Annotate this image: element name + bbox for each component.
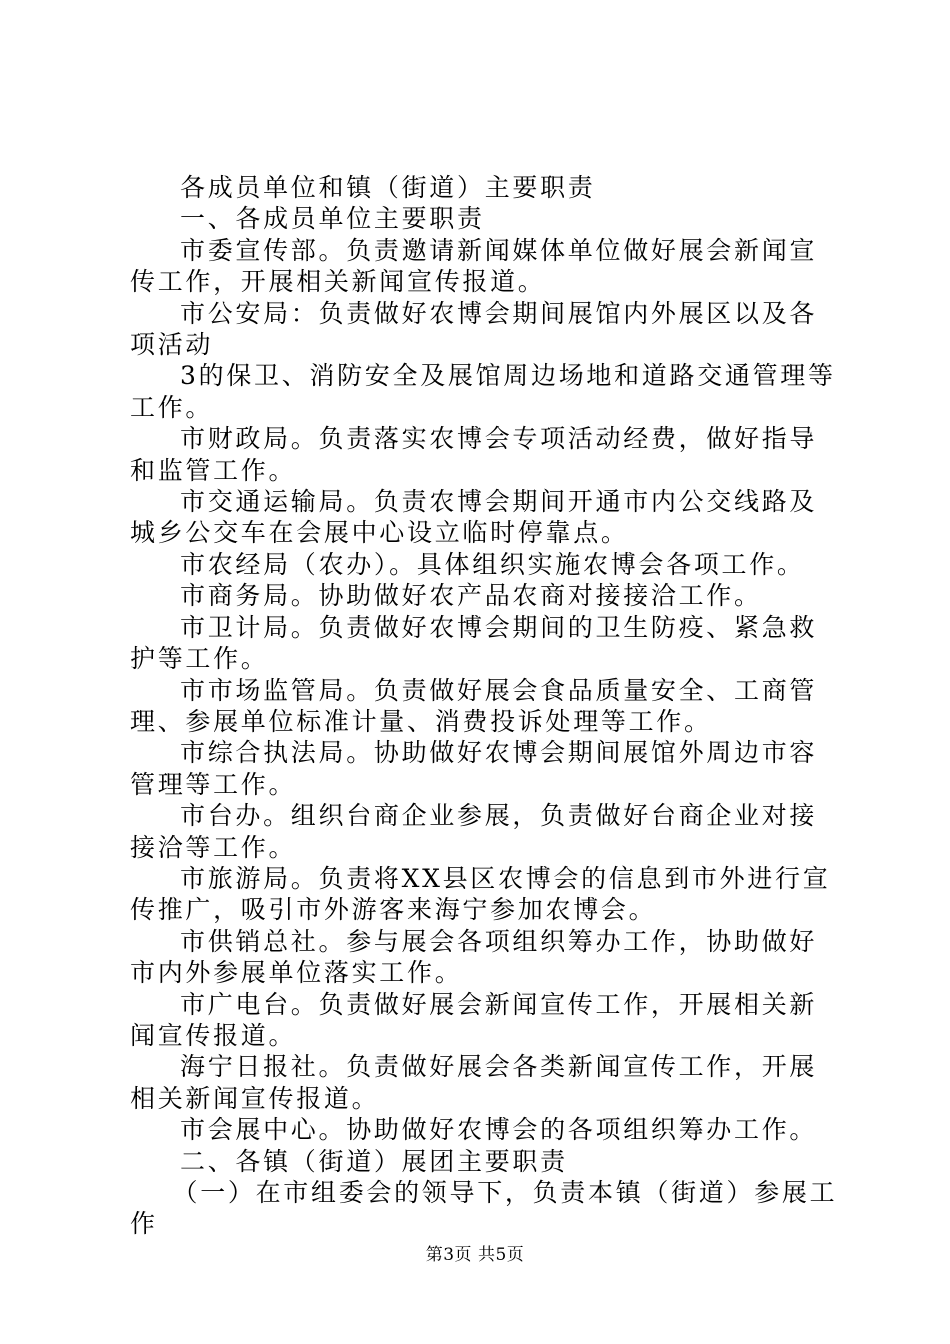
paragraph-transport: 市交通运输局。负责农博会期间开通市内公交线路及城乡公交车在会展中心设立临时停靠点。 — [130, 487, 818, 548]
paragraph-taiwan-office: 市台办。组织台商企业参展，负责做好台商企业对接接洽等工作。 — [130, 801, 818, 862]
paragraph-commerce: 市商务局。协助做好农产品农商对接接洽工作。 — [180, 581, 762, 611]
paragraph-supply-coop: 市供销总社。参与展会各项组织筹办工作，协助做好市内外参展单位落实工作。 — [130, 926, 818, 988]
paragraph-tourism: 市旅游局。负责将XX县区农博会的信息到市外进行宣传推广，吸引市外游客来海宁参加农博会。 — [130, 863, 831, 925]
page-footer: 第3页 共5页 — [425, 1245, 525, 1265]
paragraph-town-duty-1: （一）在市组委会的领导下，负责本镇（街道）参展工作 — [130, 1178, 838, 1239]
section-heading-2: 二、各镇（街道）展团主要职责 — [180, 1146, 568, 1176]
paragraph-finance: 市财政局。负责落实农博会专项活动经费，做好指导和监管工作。 — [130, 424, 818, 485]
paragraph-public-security: 市公安局：负责做好农博会期间展馆内外展区以及各项活动 — [130, 298, 818, 360]
paragraph-law-enforcement: 市综合执法局。协助做好农博会期间展馆外周边市容管理等工作。 — [130, 738, 818, 799]
paragraph-expo-center: 市会展中心。协助做好农博会的各项组织筹办工作。 — [180, 1115, 818, 1145]
paragraph-daily-news: 海宁日报社。负责做好展会各类新闻宣传工作，开展相关新闻宣传报道。 — [130, 1052, 818, 1113]
heading-title: 各成员单位和镇（街道）主要职责 — [180, 173, 596, 202]
paragraph-security-cont: 3的保卫、消防安全及展馆周边场地和道路交通管理等工作。 — [130, 361, 836, 422]
paragraph-agri-economy: 市农经局（农办）。具体组织实施农博会各项工作。 — [180, 549, 805, 579]
paragraph-health: 市卫计局。负责做好农博会期间的卫生防疫、紧急救护等工作。 — [130, 612, 818, 674]
paragraph-broadcast: 市广电台。负责做好展会新闻宣传工作，开展相关新闻宣传报道。 — [130, 989, 818, 1050]
document-body — [130, 172, 842, 1240]
section-heading-1: 一、各成员单位主要职责 — [180, 204, 485, 234]
paragraph-market-supervision: 市市场监管局。负责做好展会食品质量安全、工商管理、参展单位标准计量、消费投诉处理等工作。 — [130, 675, 818, 736]
paragraph-propaganda-dept: 市委宣传部。负责邀请新闻媒体单位做好展会新闻宣传工作，开展相关新闻宣传报道。 — [130, 235, 818, 297]
